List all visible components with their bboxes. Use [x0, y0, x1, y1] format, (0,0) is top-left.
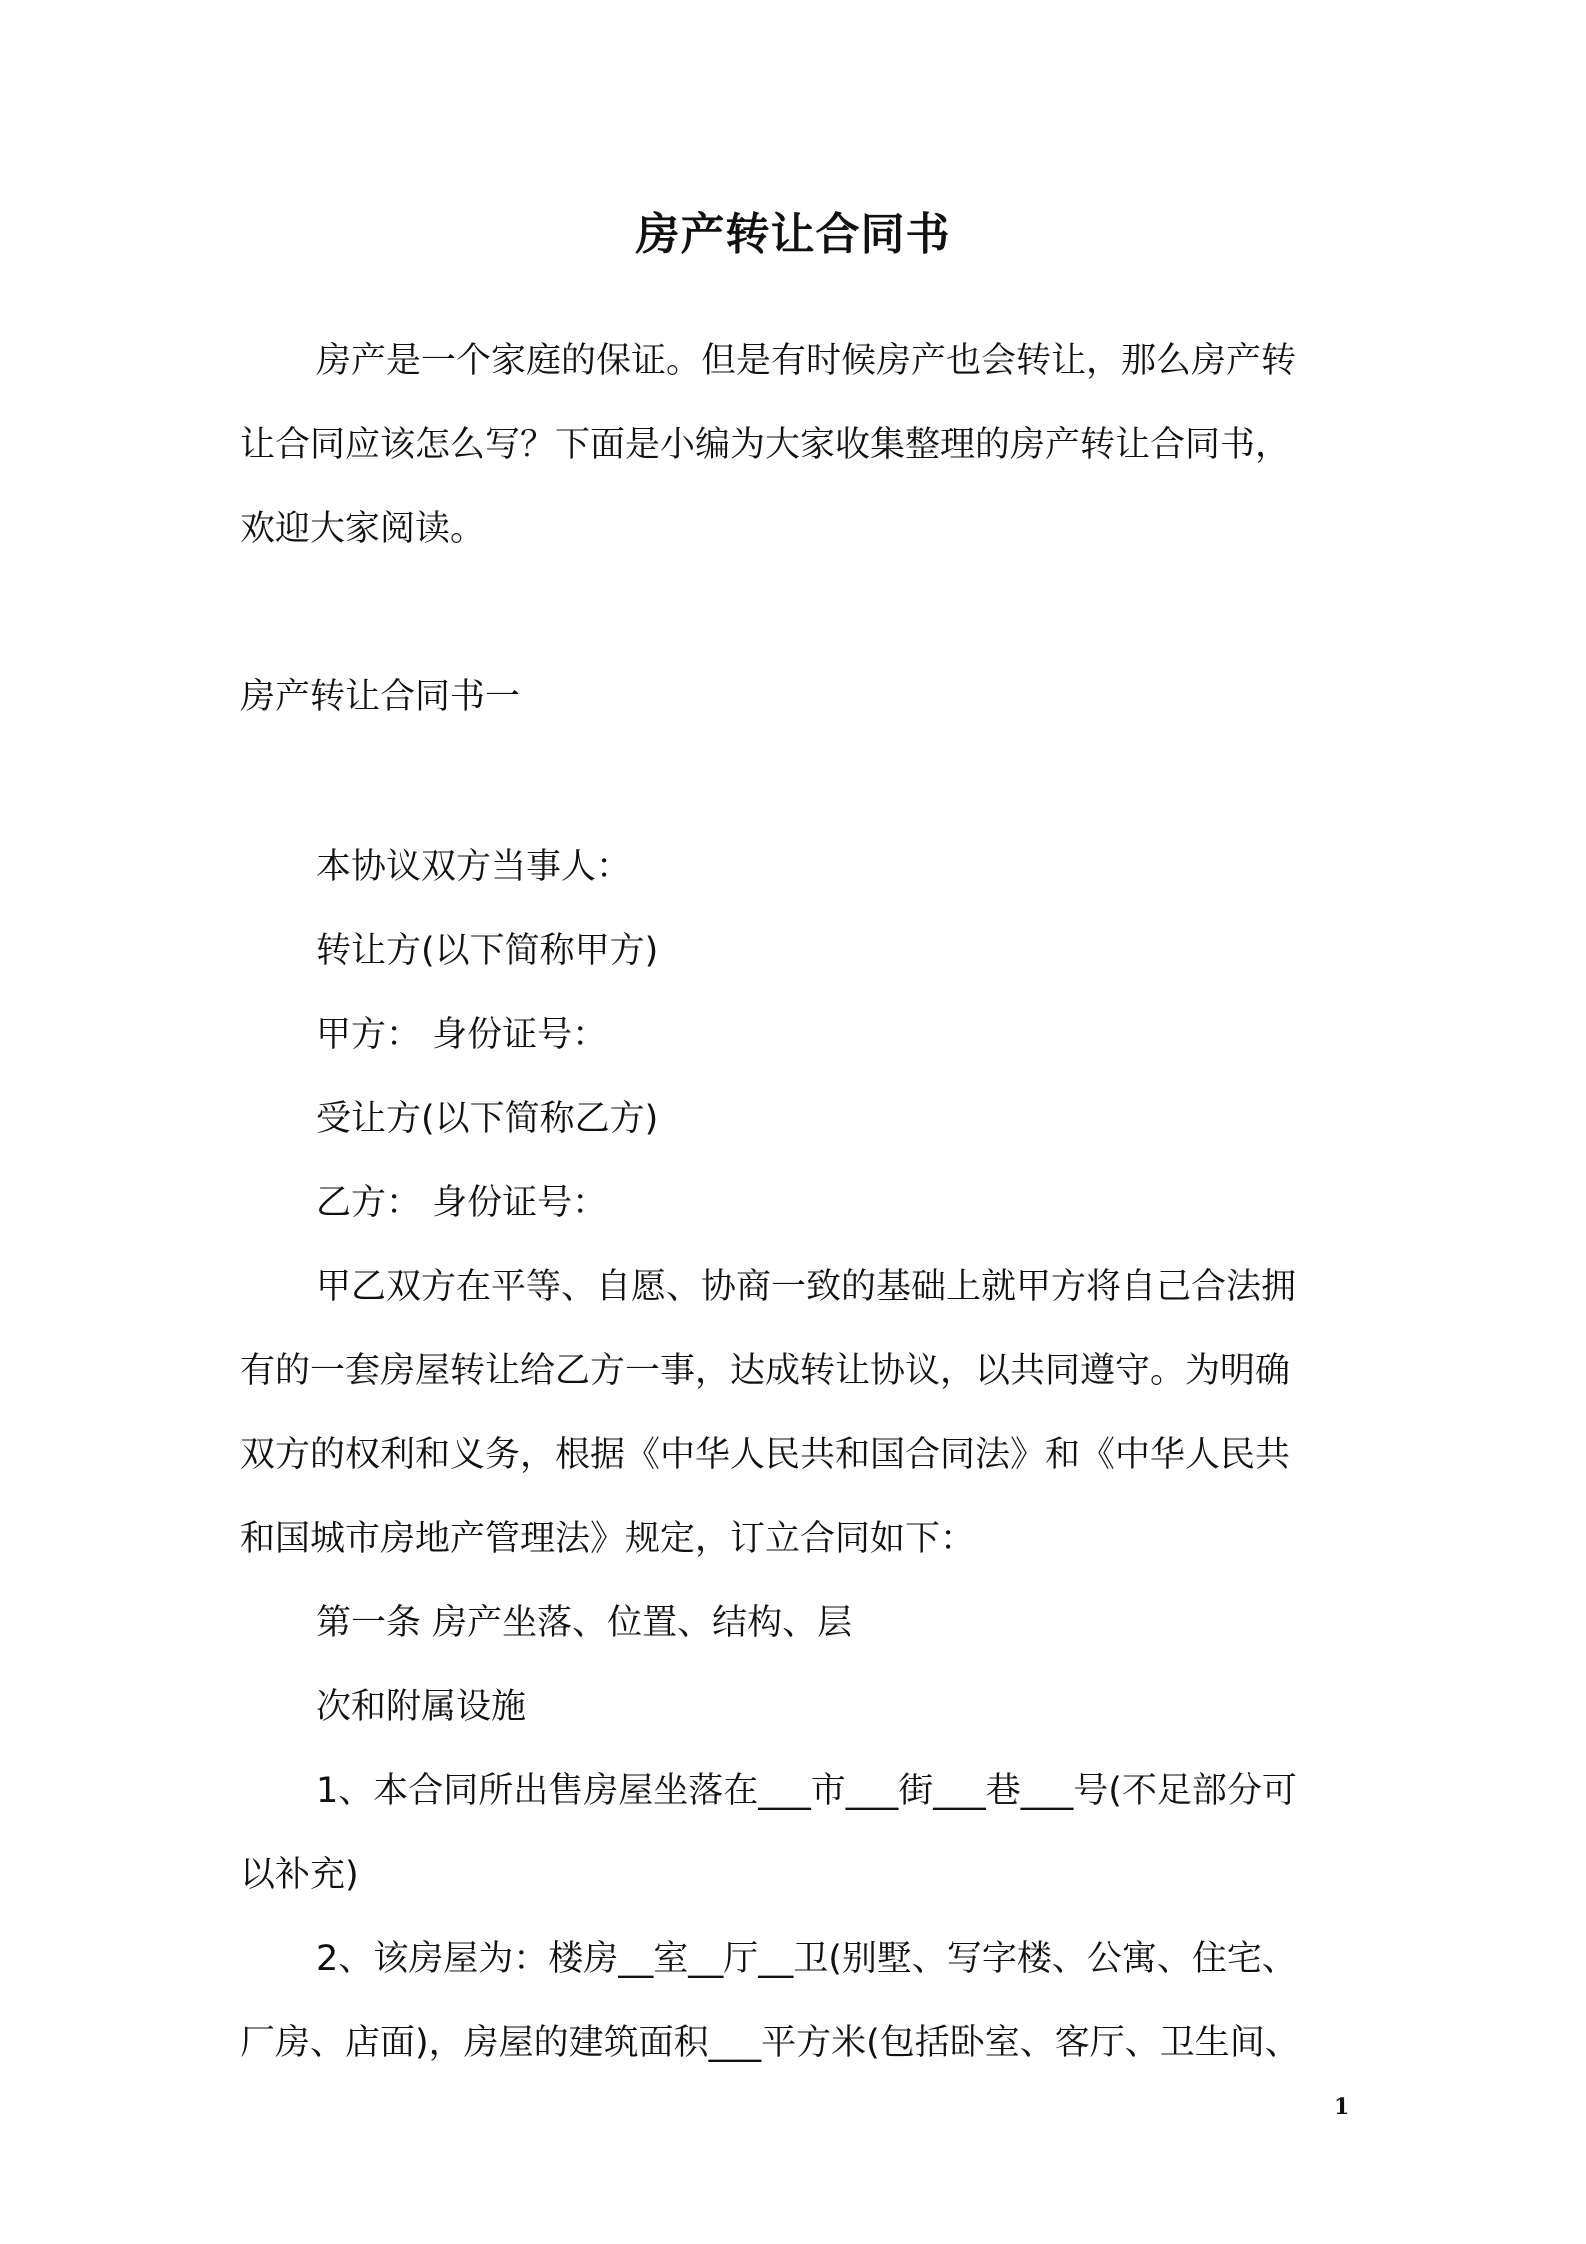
intro-line: 让合同应该怎么写？下面是小编为大家收集整理的房产转让合同书， [240, 425, 1291, 465]
contract-line: 甲方： 身份证号： [316, 1015, 608, 1055]
contract-line: 有的一套房屋转让给乙方一事，达成转让协议，以共同遵守。为明确 [240, 1351, 1291, 1391]
contract-line: 乙方： 身份证号： [316, 1183, 608, 1223]
contract-line: 厂房、店面)，房屋的建筑面积___平方米(包括卧室、客厅、卫生间、 [240, 2023, 1300, 2063]
contract-line: 2、该房屋为：楼房__室__厅__卫(别墅、写字楼、公寓、住宅、 [316, 1939, 1297, 1979]
contract-line: 1、本合同所出售房屋坐落在___市___街___巷___号(不足部分可 [316, 1771, 1297, 1811]
contract-line: 本协议双方当事人： [316, 847, 632, 887]
contract-line: 次和附属设施 [316, 1687, 527, 1727]
contract-line: 受让方(以下简称乙方) [316, 1099, 659, 1139]
document-title: 房产转让合同书 [635, 209, 951, 260]
contract-line: 双方的权利和义务，根据《中华人民共和国合同法》和《中华人民共 [240, 1435, 1291, 1475]
contract-line: 和国城市房地产管理法》规定，订立合同如下： [240, 1519, 976, 1559]
intro-line: 房产是一个家庭的保证。但是有时候房产也会转让，那么房产转 [316, 341, 1297, 381]
contract-line: 甲乙双方在平等、自愿、协商一致的基础上就甲方将自己合法拥 [316, 1267, 1297, 1307]
contract-line: 以补充) [240, 1855, 359, 1895]
page-number: 1 [1334, 2094, 1350, 2120]
intro-line: 欢迎大家阅读。 [240, 509, 486, 549]
contract-line: 第一条 房产坐落、位置、结构、层 [316, 1603, 853, 1643]
section-heading: 房产转让合同书一 [240, 677, 521, 717]
contract-line: 转让方(以下简称甲方) [316, 931, 659, 971]
